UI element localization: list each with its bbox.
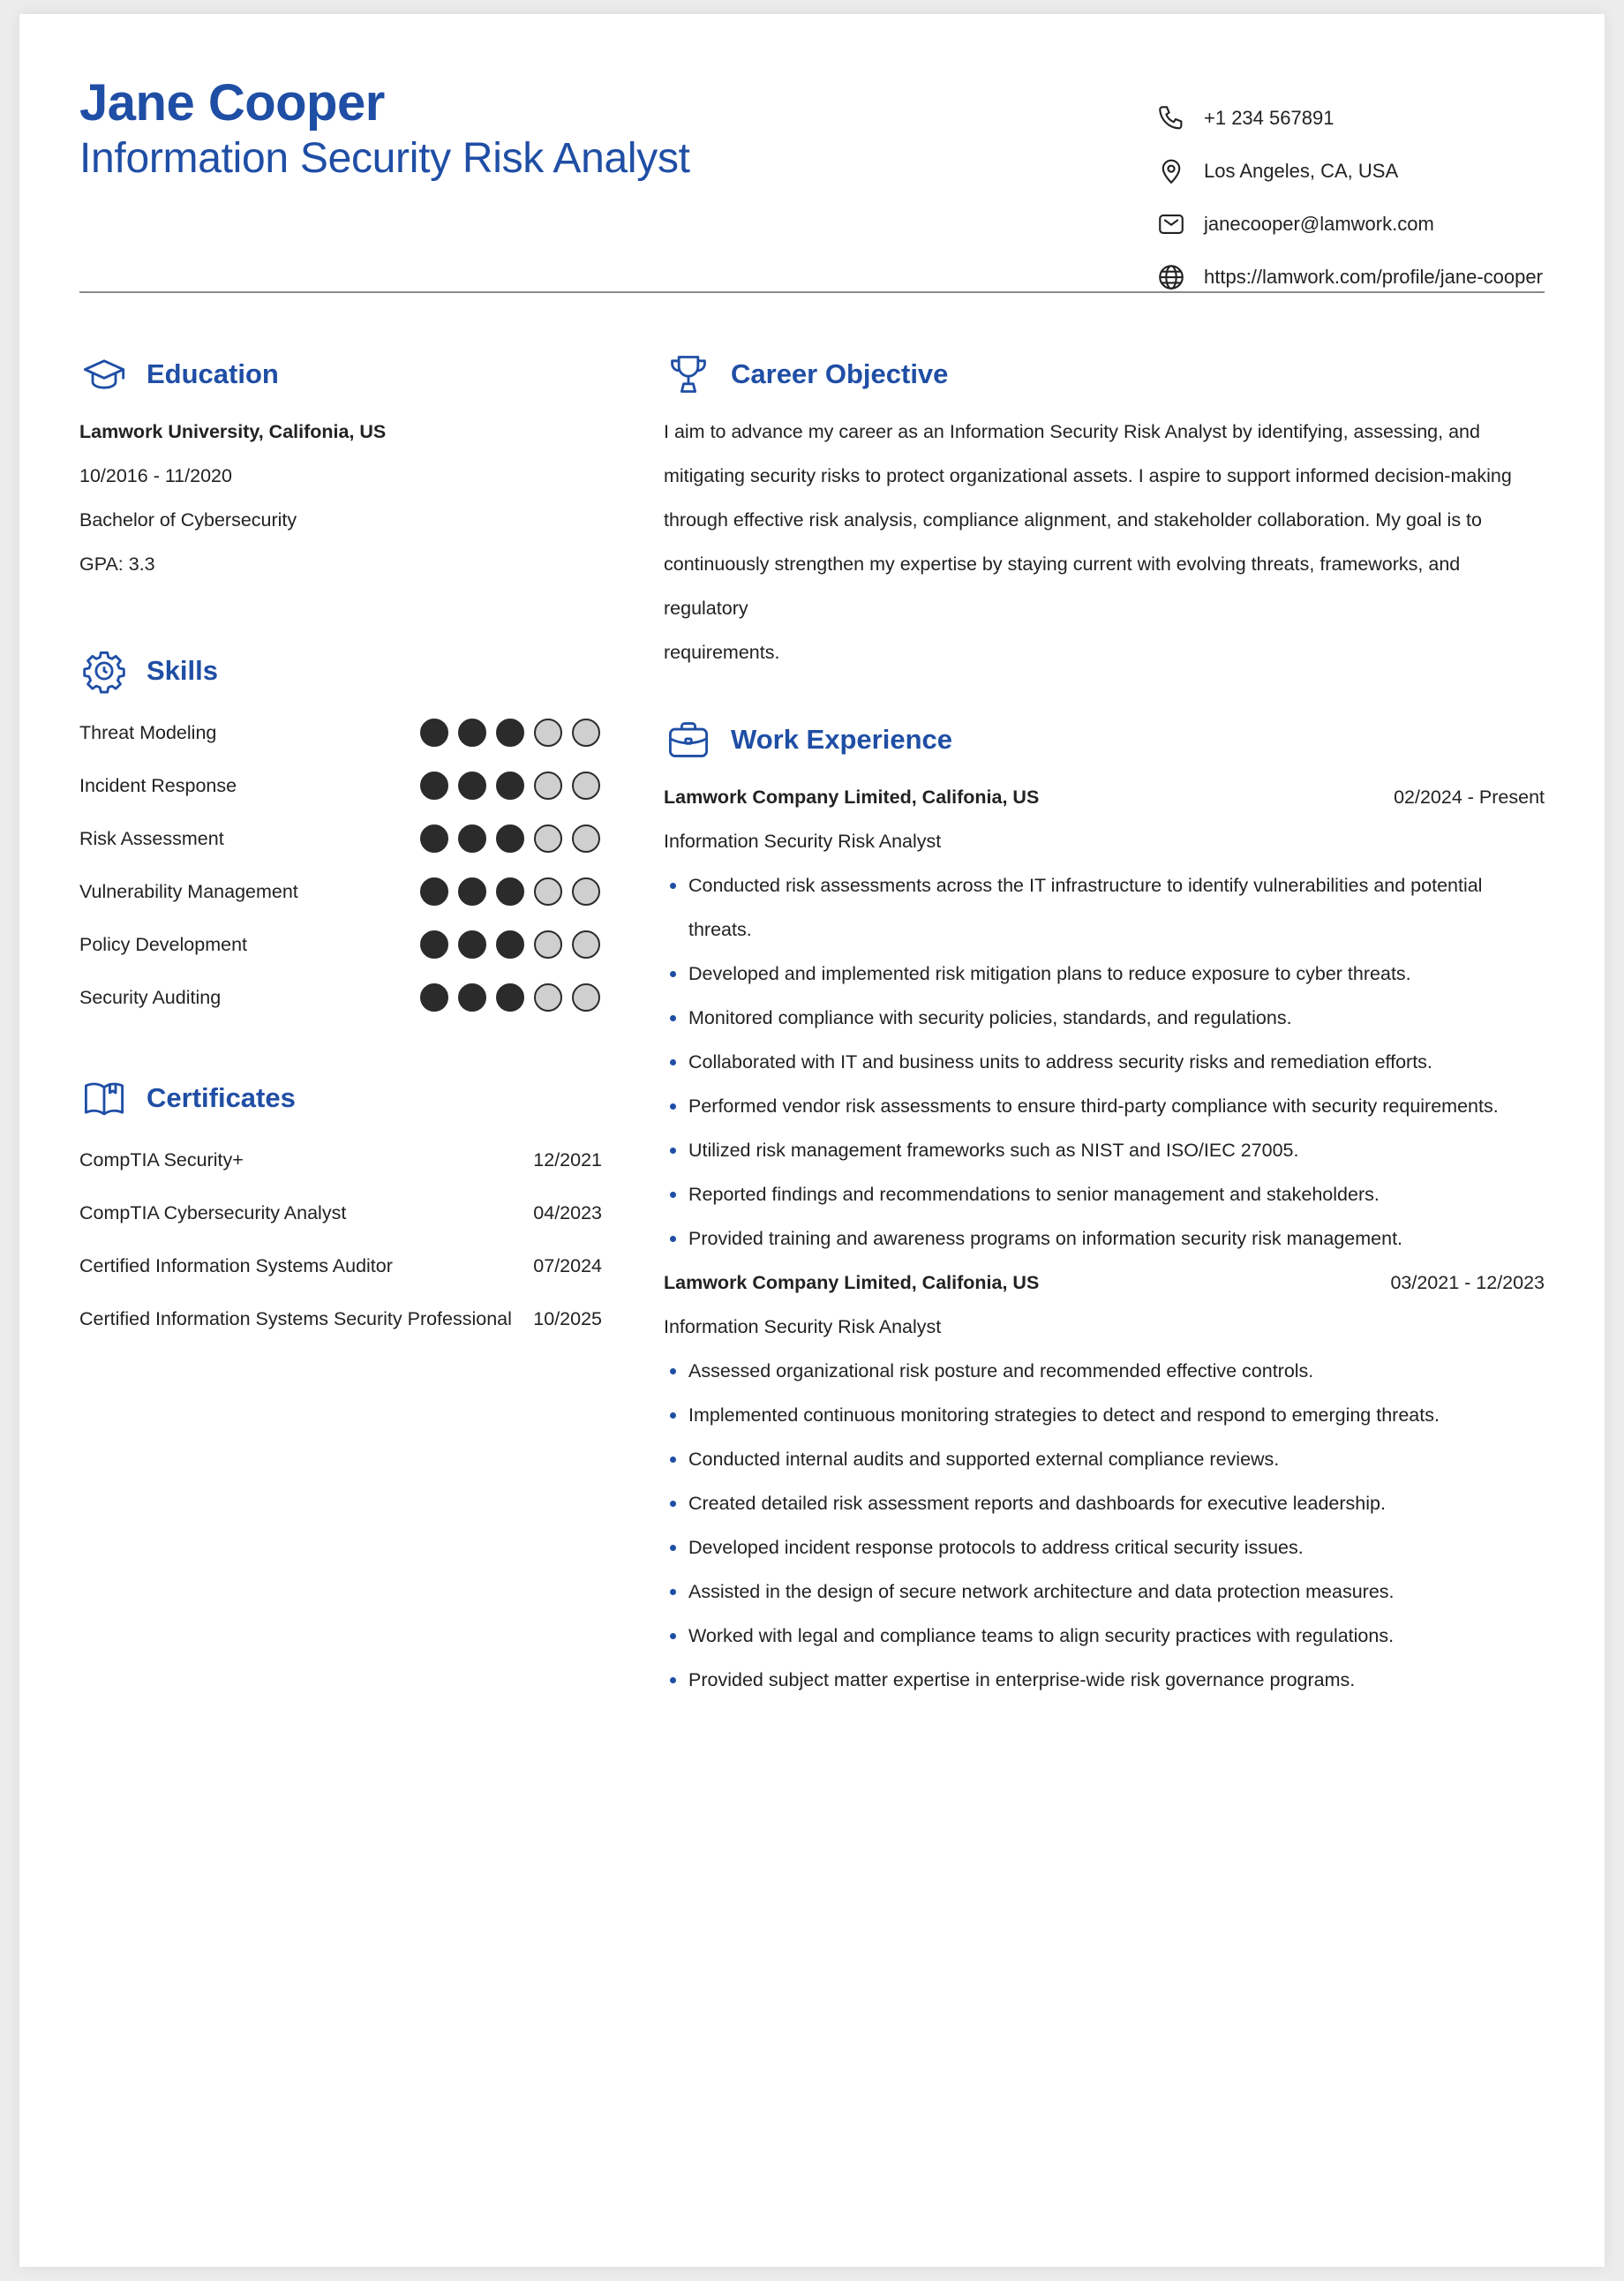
certificate-date: 12/2021: [533, 1148, 602, 1171]
education-section: [79, 346, 602, 586]
job-bullet: Worked with legal and compliance teams to align security practices with regulations.: [664, 1614, 1545, 1658]
job-company: Lamwork Company Limited, Califonia, US: [664, 787, 1040, 808]
briefcase-icon: [664, 715, 713, 764]
rating-dot-filled: [420, 930, 448, 959]
rating-dot-filled: [458, 983, 486, 1012]
rating-dot-empty: [572, 877, 600, 906]
left-column: [79, 346, 602, 1345]
job-bullet: Conducted risk assessments across the IT infrastructure to identify vulnerabilities and potential threats.: [664, 863, 1545, 952]
education-gpa: GPA: 3.3: [79, 553, 155, 575]
skill-rating: [420, 824, 600, 853]
certificate-row: [79, 1133, 602, 1186]
job-bullet: Developed incident response protocols to address critical security issues.: [664, 1525, 1545, 1570]
rating-dot-filled: [496, 983, 524, 1012]
rating-dot-filled: [496, 719, 524, 747]
job-bullet: Reported findings and recommendations to senior management and stakeholders.: [664, 1172, 1545, 1216]
rating-dot-empty: [572, 824, 600, 853]
skill-name: Risk Assessment: [79, 827, 224, 849]
objective-line: I aim to advance my career as an Information Security Risk Analyst by identifying, assessing, and: [664, 421, 1480, 442]
skill-row: [79, 865, 602, 918]
job-bullet: Developed and implemented risk mitigation plans to reduce exposure to cyber threats.: [664, 952, 1545, 996]
rating-dot-filled: [458, 824, 486, 853]
job-dates: 03/2021 - 12/2023: [1390, 1272, 1545, 1293]
rating-dot-empty: [534, 930, 562, 959]
rating-dot-empty: [534, 877, 562, 906]
certificate-date: 07/2024: [533, 1254, 602, 1276]
job-bullet: Provided subject matter expertise in enterprise-wide risk governance programs.: [664, 1658, 1545, 1702]
rating-dot-empty: [572, 930, 600, 959]
contact-website[interactable]: [1154, 251, 1560, 304]
rating-dot-empty: [572, 772, 600, 800]
rating-dot-filled: [420, 772, 448, 800]
certificates-heading: Certificates: [147, 1082, 296, 1113]
job-bullets: [664, 863, 1545, 1261]
job-bullet: Collaborated with IT and business units to address security risks and remediation efforts.: [664, 1040, 1545, 1084]
contact-email-text: janecooper@lamwork.com: [1204, 213, 1434, 235]
certificates-section: [79, 1070, 602, 1345]
skill-row: [79, 759, 602, 812]
education-degree: Bachelor of Cybersecurity: [79, 509, 297, 531]
rating-dot-filled: [496, 772, 524, 800]
resume-page: [19, 14, 1605, 2267]
rating-dot-empty: [534, 824, 562, 853]
certificate-name: Certified Information Systems Auditor: [79, 1254, 393, 1276]
rating-dot-filled: [458, 877, 486, 906]
job-bullet: Provided training and awareness programs on information security risk management.: [664, 1216, 1545, 1261]
skill-rating: [420, 930, 600, 959]
job-bullet: Performed vendor risk assessments to ensure third-party compliance with security requirements.: [664, 1084, 1545, 1128]
candidate-name: Jane Cooper: [79, 74, 385, 132]
rating-dot-filled: [458, 772, 486, 800]
skill-name: Vulnerability Management: [79, 880, 298, 902]
skill-rating: [420, 877, 600, 906]
skill-rating: [420, 772, 600, 800]
job-bullet: Utilized risk management frameworks such as NIST and ISO/IEC 27005.: [664, 1128, 1545, 1172]
job-role: Information Security Risk Analyst: [664, 1316, 942, 1337]
skill-row: [79, 706, 602, 759]
rating-dot-filled: [420, 877, 448, 906]
contact-location-text: Los Angeles, CA, USA: [1204, 160, 1399, 182]
contact-phone-text: +1 234 567891: [1204, 107, 1335, 129]
rating-dot-filled: [420, 983, 448, 1012]
certificate-row: [79, 1186, 602, 1239]
rating-dot-filled: [458, 719, 486, 747]
objective-line: mitigating security risks to protect organizational assets. I aspire to support informed decision-making: [664, 465, 1512, 486]
rating-dot-filled: [458, 930, 486, 959]
rating-dot-empty: [534, 719, 562, 747]
rating-dot-filled: [496, 824, 524, 853]
contact-location: [1154, 145, 1560, 198]
contact-email[interactable]: [1154, 198, 1560, 251]
graduation-cap-icon: [79, 350, 129, 399]
job-bullets: [664, 1349, 1545, 1702]
certificate-name: CompTIA Security+: [79, 1148, 244, 1171]
rating-dot-empty: [572, 983, 600, 1012]
rating-dot-filled: [496, 877, 524, 906]
objective-text: [664, 410, 1545, 674]
objective-line: continuously strengthen my expertise by staying current with evolving threats, frameworks, and regulatory: [664, 553, 1461, 619]
skill-name: Policy Development: [79, 933, 248, 955]
certificate-row: [79, 1292, 602, 1345]
contact-website-text: https://lamwork.com/profile/jane-cooper: [1204, 266, 1543, 288]
objective-line: requirements.: [664, 642, 780, 663]
open-book-icon: [79, 1073, 129, 1123]
objective-section: [664, 346, 1545, 674]
education-dates: 10/2016 - 11/2020: [79, 465, 232, 486]
phone-icon: [1154, 102, 1188, 135]
globe-icon: [1154, 260, 1188, 294]
skills-heading: Skills: [147, 655, 218, 686]
experience-heading: Work Experience: [731, 724, 952, 755]
certificate-name: Certified Information Systems Security Professional: [79, 1307, 512, 1329]
certificate-date: 10/2025: [533, 1307, 602, 1329]
job-role: Information Security Risk Analyst: [664, 831, 942, 852]
job-bullet: Assisted in the design of secure network architecture and data protection measures.: [664, 1570, 1545, 1614]
contact-list: [1154, 92, 1560, 304]
job-bullet: Created detailed risk assessment reports and dashboards for executive leadership.: [664, 1481, 1545, 1525]
objective-heading: Career Objective: [731, 358, 949, 389]
job-bullet: Monitored compliance with security policies, standards, and regulations.: [664, 996, 1545, 1040]
job-dates: 02/2024 - Present: [1394, 787, 1545, 808]
right-column: [664, 346, 1545, 1702]
skill-row: [79, 812, 602, 865]
certificate-row: [79, 1239, 602, 1292]
skill-row: [79, 971, 602, 1024]
certificate-name: CompTIA Cybersecurity Analyst: [79, 1201, 347, 1223]
rating-dot-empty: [572, 719, 600, 747]
experience-section: [664, 711, 1545, 1702]
job-bullet: Assessed organizational risk posture and recommended effective controls.: [664, 1349, 1545, 1393]
skill-row: [79, 918, 602, 971]
skill-rating: [420, 719, 600, 747]
rating-dot-empty: [534, 983, 562, 1012]
education-heading: Education: [147, 358, 279, 389]
skill-rating: [420, 983, 600, 1012]
header-divider: [79, 291, 1545, 293]
job-bullet: Conducted internal audits and supported external compliance reviews.: [664, 1437, 1545, 1481]
rating-dot-filled: [496, 930, 524, 959]
rating-dot-filled: [420, 824, 448, 853]
objective-line: through effective risk analysis, compliance alignment, and stakeholder collaboration. My goal is to: [664, 509, 1482, 531]
skills-section: [79, 643, 602, 1024]
trophy-icon: [664, 350, 713, 399]
candidate-title: Information Security Risk Analyst: [79, 135, 690, 182]
certificate-date: 04/2023: [533, 1201, 602, 1223]
education-school: Lamwork University, Califonia, US: [79, 421, 387, 442]
skill-name: Threat Modeling: [79, 721, 217, 743]
rating-dot-empty: [534, 772, 562, 800]
job-company: Lamwork Company Limited, Califonia, US: [664, 1272, 1040, 1293]
envelope-icon: [1154, 207, 1188, 241]
gear-clock-icon: [79, 646, 129, 696]
job-entry: [664, 775, 1545, 1261]
location-pin-icon: [1154, 154, 1188, 188]
skills-list: [79, 706, 602, 1024]
contact-phone[interactable]: [1154, 92, 1560, 145]
job-bullet: Implemented continuous monitoring strategies to detect and respond to emerging threats.: [664, 1393, 1545, 1437]
skill-name: Security Auditing: [79, 986, 222, 1008]
skill-name: Incident Response: [79, 774, 237, 796]
rating-dot-filled: [420, 719, 448, 747]
job-entry: [664, 1261, 1545, 1702]
